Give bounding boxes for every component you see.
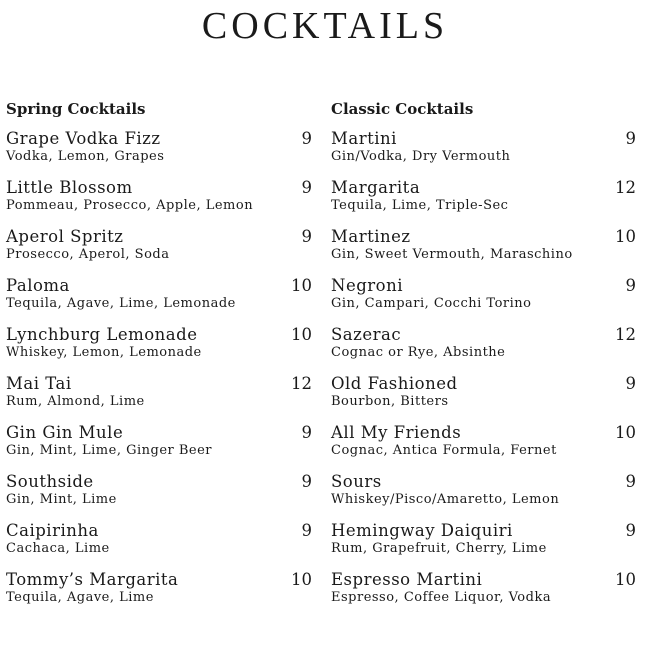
item-description: Prosecco, Aperol, Soda	[6, 247, 170, 262]
item-price: 10	[615, 423, 636, 442]
menu-item	[6, 226, 312, 275]
menu-item	[6, 471, 312, 520]
item-price: 9	[301, 129, 312, 148]
item-name: Gin Gin Mule	[6, 423, 124, 442]
menu-item	[331, 275, 636, 324]
item-name: Caipirinha	[6, 521, 99, 540]
item-name: Old Fashioned	[331, 374, 458, 393]
item-description: Gin, Campari, Cocchi Torino	[331, 296, 532, 311]
item-description: Tequila, Lime, Triple-Sec	[331, 198, 509, 213]
menu-item	[331, 471, 636, 520]
item-name: Sours	[331, 472, 382, 491]
menu-item	[331, 520, 636, 569]
item-name: Tommy’s Margarita	[6, 570, 179, 589]
item-name: Grape Vodka Fizz	[6, 129, 161, 148]
item-description: Cognac or Rye, Absinthe	[331, 345, 506, 360]
item-description: Rum, Grapefruit, Cherry, Lime	[331, 541, 547, 556]
item-description: Cognac, Antica Formula, Fernet	[331, 443, 557, 458]
item-price: 9	[625, 521, 636, 540]
item-description: Gin, Mint, Lime, Ginger Beer	[6, 443, 213, 458]
item-name: Hemingway Daiquiri	[331, 521, 513, 540]
item-name: Little Blossom	[6, 178, 133, 197]
section-heading: Spring Cocktails	[6, 100, 146, 118]
item-name: Negroni	[331, 276, 403, 295]
item-description: Pommeau, Prosecco, Apple, Lemon	[6, 198, 254, 213]
menu-item	[331, 226, 636, 275]
item-name: Southside	[6, 472, 94, 491]
menu-item	[6, 422, 312, 471]
item-description: Gin/Vodka, Dry Vermouth	[331, 149, 511, 164]
item-price: 12	[615, 325, 636, 344]
item-description: Tequila, Agave, Lime, Lemonade	[6, 296, 236, 311]
menu-item	[331, 569, 636, 618]
item-price: 9	[625, 472, 636, 491]
section-heading: Classic Cocktails	[331, 100, 474, 118]
item-price: 10	[291, 276, 312, 295]
item-price: 9	[625, 374, 636, 393]
item-name: Margarita	[331, 178, 421, 197]
item-description: Gin, Mint, Lime	[6, 492, 117, 507]
item-price: 9	[625, 276, 636, 295]
item-price: 9	[625, 129, 636, 148]
item-price: 9	[301, 178, 312, 197]
item-name: Lynchburg Lemonade	[6, 325, 198, 344]
item-price: 9	[301, 227, 312, 246]
menu-item	[331, 128, 636, 177]
menu-item	[6, 128, 312, 177]
item-name: Mai Tai	[6, 374, 72, 393]
item-price: 12	[615, 178, 636, 197]
item-description: Vodka, Lemon, Grapes	[6, 149, 165, 164]
item-name: Sazerac	[331, 325, 402, 344]
menu-item	[331, 373, 636, 422]
menu-item	[6, 275, 312, 324]
menu-item	[331, 422, 636, 471]
item-name: Espresso Martini	[331, 570, 483, 589]
item-price: 10	[615, 227, 636, 246]
item-name: Martini	[331, 129, 397, 148]
menu-item	[6, 324, 312, 373]
item-price: 9	[301, 521, 312, 540]
item-price: 10	[291, 570, 312, 589]
spring-cocktails-section	[6, 98, 312, 618]
item-price: 12	[291, 374, 312, 393]
item-description: Tequila, Agave, Lime	[6, 590, 154, 605]
item-description: Whiskey/Pisco/Amaretto, Lemon	[331, 492, 560, 507]
item-price: 9	[301, 472, 312, 491]
menu-item	[331, 324, 636, 373]
page-title: COCKTAILS	[201, 5, 449, 47]
item-description: Rum, Almond, Lime	[6, 394, 145, 409]
item-price: 9	[301, 423, 312, 442]
item-description: Whiskey, Lemon, Lemonade	[6, 345, 202, 360]
menu-item	[331, 177, 636, 226]
menu-item	[6, 177, 312, 226]
menu-item	[6, 520, 312, 569]
item-description: Bourbon, Bitters	[331, 394, 449, 409]
item-name: Martinez	[331, 227, 411, 246]
item-price: 10	[291, 325, 312, 344]
item-price: 10	[615, 570, 636, 589]
item-description: Gin, Sweet Vermouth, Maraschino	[331, 247, 573, 262]
item-name: Paloma	[6, 276, 70, 295]
classic-cocktails-section	[331, 98, 636, 618]
item-name: Aperol Spritz	[6, 227, 124, 246]
item-description: Espresso, Coffee Liquor, Vodka	[331, 590, 552, 605]
menu-item	[6, 569, 312, 618]
menu-item	[6, 373, 312, 422]
item-description: Cachaca, Lime	[6, 541, 110, 556]
item-name: All My Friends	[331, 423, 462, 442]
